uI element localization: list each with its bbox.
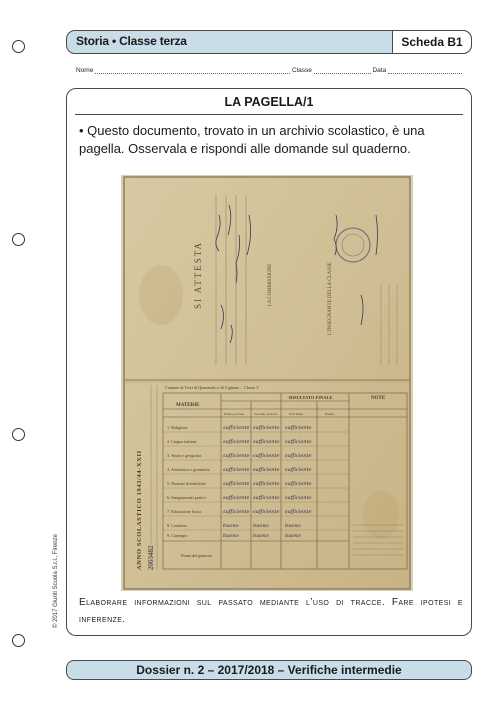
doc-subject: 2. Lingua italiana xyxy=(167,439,197,444)
class-label: Classe xyxy=(291,67,312,74)
instruction-text: • Questo documento, trovato in un archivio scolastico, è una pagella. Osservala e rispondi alle domande sul quaderno. xyxy=(79,123,425,156)
doc-grade: sufficiente xyxy=(223,509,250,515)
doc-grade: sufficiente xyxy=(285,425,312,431)
class-field xyxy=(314,66,371,74)
doc-pagella-number: 2003482 xyxy=(147,545,155,570)
doc-grade: buono xyxy=(285,533,301,539)
name-label: Nome xyxy=(76,67,94,74)
doc-subject: 5. Nozioni Scientifiche xyxy=(167,481,206,486)
date-label: Data xyxy=(372,67,387,74)
doc-grade: sufficiente xyxy=(285,495,312,501)
doc-grade: sufficiente xyxy=(223,425,250,431)
doc-grade: sufficiente xyxy=(253,439,280,445)
svg-text:L'INSEGNANTE DELLA CLASSE: L'INSEGNANTE DELLA CLASSE xyxy=(328,262,333,335)
doc-grade: sufficiente xyxy=(253,495,280,501)
doc-grade: sufficiente xyxy=(253,453,280,459)
report-card-photo xyxy=(121,175,413,591)
doc-grade: sufficiente xyxy=(223,495,250,501)
doc-commission-text: LA COMMISSIONE xyxy=(268,263,273,307)
doc-subject: 9. Contegno xyxy=(167,533,188,538)
doc-grade: sufficiente xyxy=(223,467,250,473)
doc-subject: 8. Condotta xyxy=(167,523,187,528)
doc-grade: sufficiente xyxy=(253,509,280,515)
doc-grade: sufficiente xyxy=(223,439,250,445)
content-panel xyxy=(66,88,472,636)
doc-grade: sufficiente xyxy=(253,467,280,473)
doc-grade: sufficiente xyxy=(285,481,312,487)
date-field xyxy=(388,66,462,74)
doc-subject: 1. Religione xyxy=(167,425,188,430)
doc-grade: buono xyxy=(253,523,269,529)
doc-grade: buono xyxy=(223,533,239,539)
doc-grade: sufficiente xyxy=(285,467,312,473)
doc-grade: buono xyxy=(253,533,269,539)
doc-final-col-header: Voti finali xyxy=(289,412,304,416)
doc-attesta-text: SI ATTESTA xyxy=(193,240,203,310)
worksheet-title: LA PAGELLA/1 xyxy=(224,95,314,109)
doc-grade: sufficiente xyxy=(253,481,280,487)
doc-grade: sufficiente xyxy=(285,439,312,445)
binder-hole xyxy=(12,233,25,246)
binder-hole xyxy=(12,428,25,441)
student-info-line xyxy=(76,66,470,74)
report-card-image xyxy=(121,175,413,591)
doc-school-year: ANNO SCOLASTICO 1943/44-XXII xyxy=(136,450,143,570)
doc-grade: sufficiente xyxy=(285,509,312,515)
doc-grade: sufficiente xyxy=(253,425,280,431)
doc-materie-header: MATERIE xyxy=(176,403,200,408)
learning-objective: Elaborare informazioni sul passato mediante l’uso di tracce. Fare ipotesi e inferenze. xyxy=(79,597,463,625)
doc-subject: 6. Insegnamenti pratici xyxy=(167,495,206,500)
doc-grade: sufficiente xyxy=(223,481,250,487)
doc-subject: 4. Aritmetica e geometria xyxy=(167,467,210,472)
doc-grade: buono xyxy=(223,523,239,529)
doc-period-header: Primo periodo xyxy=(224,412,245,416)
doc-period-header: Secondo periodo xyxy=(254,412,278,416)
name-field xyxy=(95,66,290,74)
doc-notes-header: NOTE xyxy=(371,396,386,401)
binder-hole xyxy=(12,40,25,53)
doc-grade: sufficiente xyxy=(285,453,312,459)
doc-subject: 7. Educazione fisica xyxy=(167,509,201,514)
doc-final-col-header: Esami xyxy=(325,412,334,416)
doc-grade: sufficiente xyxy=(223,453,250,459)
doc-signature-label: Firma del genitore xyxy=(181,553,212,558)
binder-hole xyxy=(12,634,25,647)
header-title: Storia • Classe terza xyxy=(76,34,187,48)
doc-table-header: Comune di Torri di Quartesolo e di Cigliana ... Classe V xyxy=(165,385,260,390)
doc-subject: 3. Storia e geografia xyxy=(167,453,201,458)
title-divider xyxy=(75,114,463,115)
footer-bar: Dossier n. 2 – 2017/2018 – Verifiche intermedie xyxy=(66,660,472,680)
doc-final-header: RISULTATO FINALE xyxy=(289,395,333,400)
header-tab xyxy=(392,30,472,54)
copyright-notice: © 2017 Giunti Scuola S.r.l., Firenze xyxy=(53,534,59,628)
doc-grade: buono xyxy=(285,523,301,529)
scheda-label: Scheda B1 xyxy=(401,35,463,49)
